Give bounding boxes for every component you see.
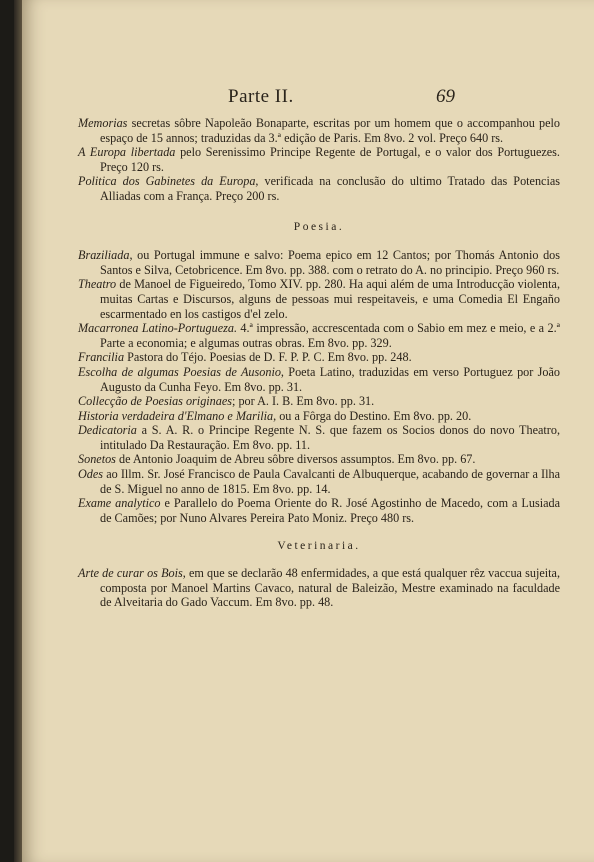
page-number: 69 [436,86,455,107]
entry-text: de Manoel de Figueiredo, Tomo XIV. pp. 280. Ha aqui além de uma Introducção violenta, muitas Cartas e Discursos, alguns de pessoas mui respeitaveis, e uma Comedia El Engaño escarmentado en los castigos d'el zelo. [100,277,560,321]
running-head [22,86,594,110]
catalogue-entry [78,277,560,321]
catalogue-entry [78,467,560,496]
entry-text: e Parallelo do Poema Oriente do R. José Agostinho de Macedo, com a Lusiada de Camões; por Nuno Alvares Pereira Pato Moniz. Preço 480 rs. [100,496,561,525]
entry-text: pelo Serenissimo Principe Regente de Portugal, e o valor dos Portuguezes. Preço 120 rs. [100,145,560,174]
entries-veterinaria [78,566,560,610]
entry-title: A Europa libertada [78,145,176,160]
entry-title: Theatro [78,277,117,292]
catalogue-content [78,116,560,610]
entry-title: Exame analytico [78,496,161,511]
entry-text: ao Illm. Sr. José Francisco de Paula Cavalcanti de Albuquerque, acabando de governar a Ilha de S. Miguel no anno de 1815. Em 8vo. pp. 14. [100,467,560,496]
catalogue-entry [78,452,560,467]
section-heading-veterinaria: Veterinaria. [277,540,361,553]
book-page [22,0,594,862]
entry-title: Arte de curar os Bois [78,566,183,581]
catalogue-entry [78,248,560,277]
entry-text: 4.ª impressão, accrescentada com o Sabio em mez e meio, e a 2.ª Parte a economia; e algumas outras obras. Em 8vo. pp. 329. [100,321,560,350]
entry-text: , ou a Fôrga do Destino. Em 8vo. pp. 20. [273,408,472,423]
entry-text: , ou Portugal immune e salvo: Poema epico em 12 Cantos; por Thomás Antonio dos Santos e Silva, Cetobricence. Em 8vo. pp. 388. com o retrato do A. no principio. Preço 960 rs. [100,248,560,277]
entries-poesia [78,248,560,525]
entry-title: Braziliada [78,248,130,263]
catalogue-entry [78,394,560,409]
entry-text: , verificada na conclusão do ultimo Tratado das Potencias Alliadas com a França. Preço 200 rs. [100,174,560,203]
entry-title: Collecção de Poesias originaes [78,394,233,409]
entry-title: Escolha de algumas Poesias de Ausonio [78,364,281,379]
catalogue-entry [78,566,560,610]
entry-title: Politica dos Gabinetes da Europa [78,174,256,189]
catalogue-entry [78,496,560,525]
running-title: Parte II. [228,86,294,107]
catalogue-entry [78,321,560,350]
entry-text: ; por A. I. B. Em 8vo. pp. 31. [232,394,375,409]
entry-title: Sonetos [78,452,116,467]
catalogue-entry [78,116,560,145]
section-heading-poesia: Poesia. [293,220,345,233]
catalogue-entry [78,145,560,174]
catalogue-entry [78,423,560,452]
entry-text: , Poeta Latino, traduzidas em verso Portuguez por João Augusto da Cunha Feyo. Em 8vo. pp. 31. [100,364,561,394]
entry-text: , em que se declarão 48 enfermidades, a que está qualquer rêz vaccua sujeita, composta por Manoel Martins Cavaco, natural de Baleizão, Mestre examinado na faculdade de Alveitaria do Gado Vaccum. Em 8vo. pp. 48. [100,566,560,610]
entry-title: Odes [78,467,104,482]
entry-title: Macarronea Latino-Portugueza. [78,321,238,336]
entry-text: secretas sôbre Napoleão Bonaparte, escritas por um homem que o accompanhou pelo espaço de 15 annos; traduzidas da 3.ª edição de Paris. Em 8vo. 2 vol. Preço 640 rs. [100,116,560,145]
entry-text: de Antonio Joaquim de Abreu sôbre diversos assumptos. Em 8vo. pp. 67. [115,452,476,467]
entry-text: a S. A. R. o Principe Regente N. S. que fazem os Socios donos do novo Theatro, intitulado Da Restauração. Em 8vo. pp. 11. [100,423,560,452]
entry-title: Historia verdadeira d'Elmano e Marilia [78,408,274,423]
entry-title: Francilia [78,350,125,365]
catalogue-entry [78,350,560,365]
catalogue-entry [78,365,560,394]
catalogue-entry [78,174,560,203]
entries-politics [78,116,560,204]
entry-title: Dedicatoria [78,423,137,438]
entry-text: Pastora do Téjo. Poesias de D. F. P. P. C. Em 8vo. pp. 248. [124,350,412,365]
entry-title: Memorias [78,116,128,130]
catalogue-entry [78,409,560,424]
